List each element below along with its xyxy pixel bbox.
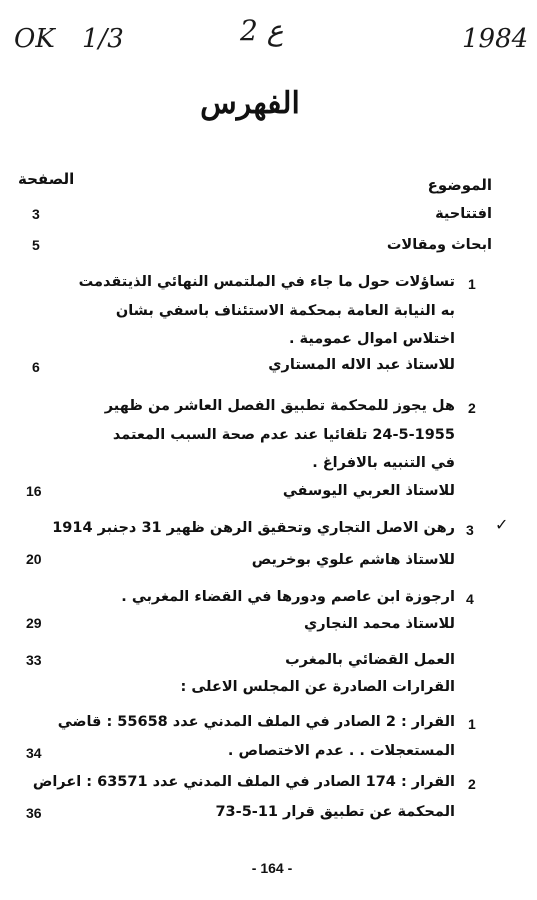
item-number: 4 xyxy=(466,591,474,607)
item-number: 3 xyxy=(466,522,474,538)
decision-page: 36 xyxy=(26,805,42,821)
item-author: للاستاذ هاشم علوي بوخريص xyxy=(251,552,455,568)
section-research: ابحاث ومقالات xyxy=(386,237,492,253)
item-author: للاستاذ العربي اليوسفي xyxy=(282,483,455,499)
handwritten-ref: 1/3 xyxy=(82,24,124,54)
item-line: به النيابة العامة بمحكمة الاستئناف باسفي بشان xyxy=(115,303,455,319)
decision-line: القرار : 174 الصادر في الملف المدني عدد 63571 : اعراض xyxy=(32,774,455,790)
page-research: 5 xyxy=(32,237,40,253)
section-intro: افتتاحية xyxy=(435,206,492,222)
page-intro: 3 xyxy=(32,206,40,222)
item-number: 2 xyxy=(468,400,476,416)
header-page: الصفحة xyxy=(18,170,75,188)
decision-number: 2 xyxy=(468,776,476,792)
decision-number: 1 xyxy=(468,716,476,732)
item-line: في التنبيه بالافراغ . xyxy=(312,455,455,471)
handwritten-year: 1984 xyxy=(462,24,529,54)
page-judicial: 33 xyxy=(26,652,42,668)
decision-line: القرار : 2 الصادر في الملف المدني عدد 55658 : قاضي xyxy=(57,714,455,730)
footer-page-number: - 164 - xyxy=(251,860,293,876)
section-supreme: القرارات الصادرة عن المجلس الاعلى : xyxy=(180,679,455,695)
item-page: 29 xyxy=(26,615,42,631)
pen-mark: ✓ xyxy=(495,515,509,534)
item-line: ارجوزة ابن عاصم ودورها في القضاء المغربي . xyxy=(121,589,455,605)
item-line: 24-5-1955 تلقائيا عند عدم صحة السبب المعتمد xyxy=(112,427,455,443)
page-title: الفهرس xyxy=(200,86,300,121)
item-line: تساؤلات حول ما جاء في الملتمس النهائي الذيتقدمت xyxy=(78,274,455,290)
decision-line: المحكمة عن تطبيق قرار 11-5-73 xyxy=(215,804,455,820)
item-number: 1 xyxy=(468,276,476,292)
item-author: للاستاذ محمد النجاري xyxy=(303,616,455,632)
handwritten-mid: ع 2 xyxy=(240,14,284,47)
section-judicial: العمل القضائي بالمغرب xyxy=(285,652,455,668)
header-subject: الموضوع xyxy=(427,176,492,194)
item-line: رهن الاصل التجاري وتحقيق الرهن ظهير 31 دجنبر 1914 xyxy=(52,520,455,536)
item-page: 16 xyxy=(26,483,42,499)
item-page: 6 xyxy=(32,359,40,375)
item-author: للاستاذ عبد الاله المستاري xyxy=(268,357,455,373)
item-page: 20 xyxy=(26,551,42,567)
item-line: هل يجوز للمحكمة تطبيق الفصل العاشر من ظهير xyxy=(104,398,455,414)
decision-page: 34 xyxy=(26,745,42,761)
decision-line: المستعجلات . . عدم الاختصاص . xyxy=(227,743,455,759)
handwritten-ok: OK xyxy=(14,24,55,54)
item-line: اختلاس اموال عمومية . xyxy=(288,331,455,347)
